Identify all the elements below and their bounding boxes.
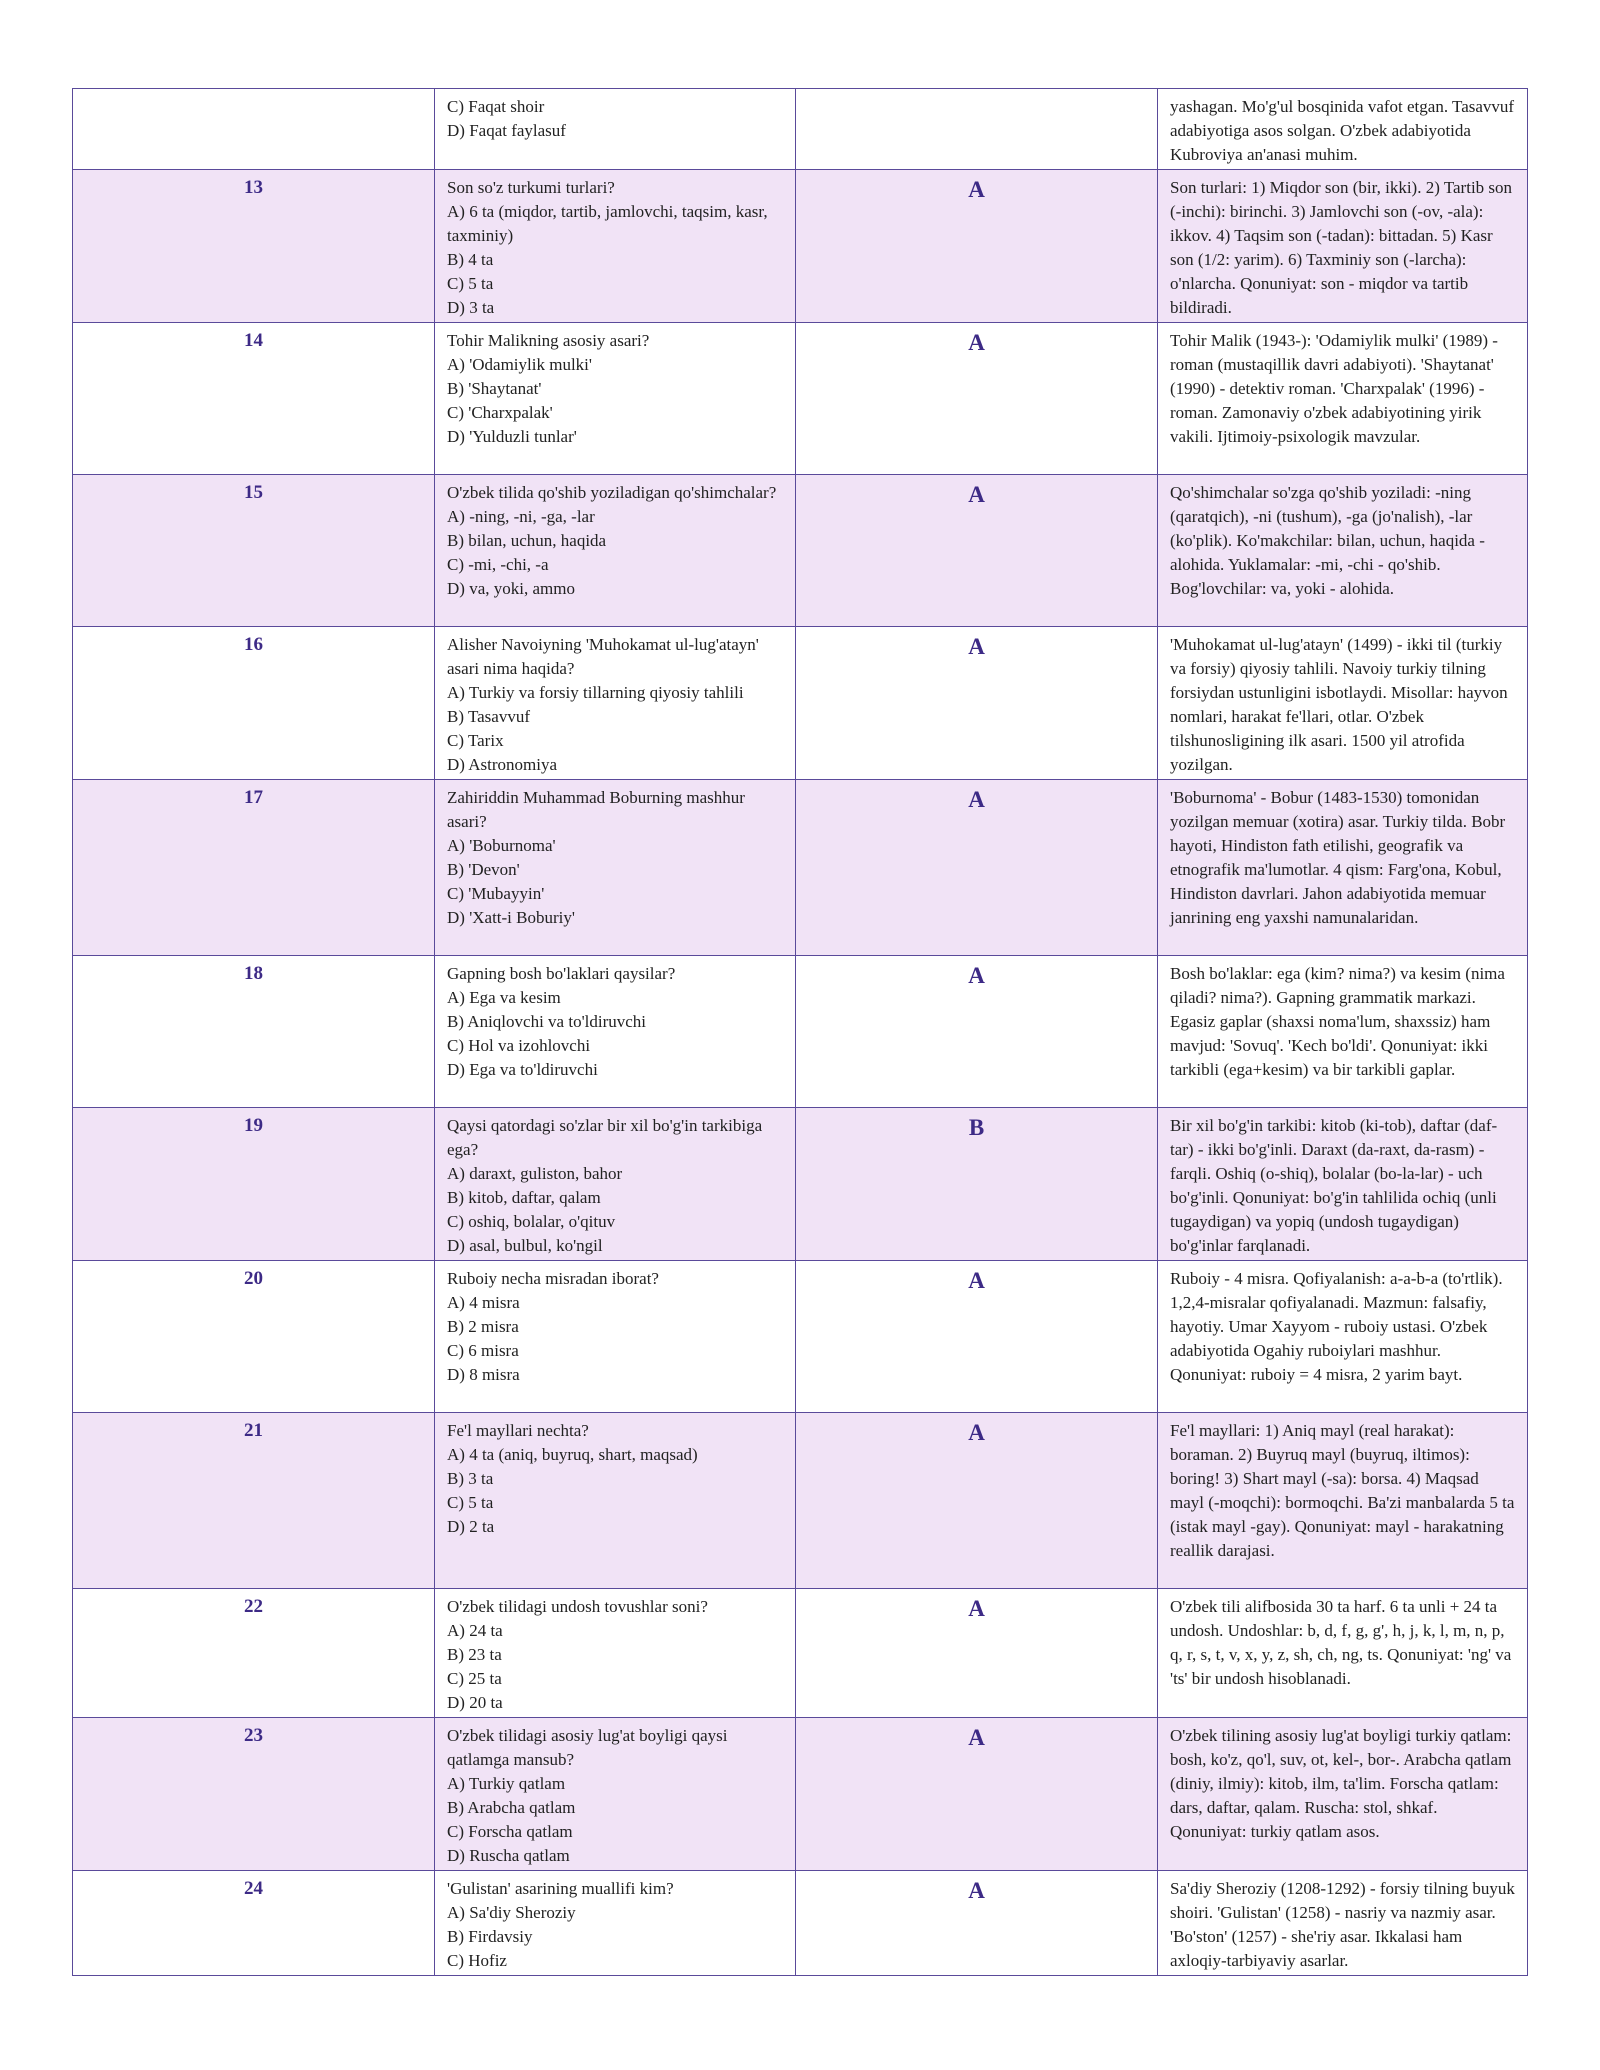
- answer-option: B) 23 ta: [447, 1645, 502, 1664]
- answer-option: D) 2 ta: [447, 1517, 495, 1536]
- explanation-cell: O'zbek tili alifbosida 30 ta harf. 6 ta unli + 24 ta undosh. Undoshlar: b, d, f, g, g', h, j, k, l, m, n, p, q, r, s, t, v, x, y, z, sh, ch, ng, ts. Qonuniyat: 'ng' va 'ts' bir undosh hisoblanadi.: [1158, 1589, 1528, 1718]
- explanation-cell: O'zbek tilining asosiy lug'at boyligi turkiy qatlam: bosh, ko'z, qo'l, suv, ot, kel-, bor-. Arabcha qatlam (diniy, ilmiy): kitob, ilm, ta'lim. Forscha qatlam: dars, daftar, qalam. Ruscha: stol, shkaf. Qonuniyat: turkiy qatlam asos.: [1158, 1718, 1528, 1871]
- question-number: 24: [73, 1871, 435, 1976]
- correct-answer: A: [796, 1718, 1158, 1871]
- table-row: [73, 1589, 1528, 1718]
- explanation-cell: Qo'shimchalar so'zga qo'shib yoziladi: -ning (qaratqich), -ni (tushum), -ga (jo'nalish), -lar (ko'plik). Ko'makchilar: bilan, uchun, haqida - alohida. Yuklamalar: -mi, -chi - qo'shib. Bog'lovchilar: va, yoki - alohida.: [1158, 475, 1528, 627]
- question-text: Ruboiy necha misradan iborat?: [447, 1269, 659, 1288]
- question-text: Alisher Navoiyning 'Muhokamat ul-lug'atayn' asari nima haqida?: [447, 635, 759, 678]
- answer-option: D) 20 ta: [447, 1693, 503, 1712]
- answer-option: C) Faqat shoir: [447, 97, 545, 116]
- question-text: 'Gulistan' asarining muallifi kim?: [447, 1879, 674, 1898]
- answer-option: D) Ruscha qatlam: [447, 1846, 570, 1865]
- answer-option: C) 6 misra: [447, 1341, 519, 1360]
- answer-option: A) 6 ta (miqdor, tartib, jamlovchi, taqsim, kasr, taxminiy): [447, 202, 768, 245]
- question-cell: [435, 1413, 796, 1589]
- question-number: 18: [73, 956, 435, 1108]
- answer-option: B) Firdavsiy: [447, 1927, 533, 1946]
- answer-option: A) Ega va kesim: [447, 988, 561, 1007]
- answer-option: C) -mi, -chi, -a: [447, 555, 549, 574]
- answer-option: B) 2 misra: [447, 1317, 519, 1336]
- question-number: 20: [73, 1261, 435, 1413]
- answer-option: A) Sa'diy Sheroziy: [447, 1903, 576, 1922]
- question-text: O'zbek tilida qo'shib yoziladigan qo'shimchalar?: [447, 483, 777, 502]
- answer-option: A) 4 ta (aniq, buyruq, shart, maqsad): [447, 1445, 698, 1464]
- question-cell: [435, 1718, 796, 1871]
- question-cell: [435, 89, 796, 170]
- table-row: [73, 627, 1528, 780]
- question-number: 14: [73, 323, 435, 475]
- answer-option: D) Astronomiya: [447, 755, 558, 774]
- answer-option: C) oshiq, bolalar, o'qituv: [447, 1212, 616, 1231]
- table-row: [73, 475, 1528, 627]
- explanation-cell: yashagan. Mo'g'ul bosqinida vafot etgan. Tasavvuf adabiyotiga asos solgan. O'zbek adabiyotida Kubroviya an'anasi muhim.: [1158, 89, 1528, 170]
- correct-answer: A: [796, 780, 1158, 956]
- answer-option: B) 'Shaytanat': [447, 379, 542, 398]
- correct-answer: A: [796, 1589, 1158, 1718]
- answer-option: B) 'Devon': [447, 860, 520, 879]
- question-text: Tohir Malikning asosiy asari?: [447, 331, 650, 350]
- answer-option: A) 24 ta: [447, 1621, 503, 1640]
- question-text: Gapning bosh bo'laklari qaysilar?: [447, 964, 676, 983]
- answer-option: B) kitob, daftar, qalam: [447, 1188, 601, 1207]
- answer-option: D) va, yoki, ammo: [447, 579, 575, 598]
- table-row: [73, 956, 1528, 1108]
- question-number: 23: [73, 1718, 435, 1871]
- correct-answer: A: [796, 475, 1158, 627]
- correct-answer: B: [796, 1108, 1158, 1261]
- answer-option: B) 3 ta: [447, 1469, 494, 1488]
- table-row: [73, 170, 1528, 323]
- table-row: [73, 1871, 1528, 1976]
- answer-option: D) Faqat faylasuf: [447, 121, 566, 140]
- explanation-cell: Tohir Malik (1943-): 'Odamiylik mulki' (1989) - roman (mustaqillik davri adabiyoti). 'Shaytanat' (1990) - detektiv roman. 'Charxpalak' (1996) - roman. Zamonaviy o'zbek adabiyotining yirik vakili. Ijtimoiy-psixologik mavzular.: [1158, 323, 1528, 475]
- question-text: O'zbek tilidagi asosiy lug'at boyligi qaysi qatlamga mansub?: [447, 1726, 728, 1769]
- table-row: [73, 1718, 1528, 1871]
- correct-answer: A: [796, 323, 1158, 475]
- correct-answer: A: [796, 956, 1158, 1108]
- answer-option: D) 8 misra: [447, 1365, 520, 1384]
- explanation-cell: Sa'diy Sheroziy (1208-1292) - forsiy tilning buyuk shoiri. 'Gulistan' (1258) - nasriy va nazmiy asar. 'Bo'ston' (1257) - she'riy asar. Ikkalasi ham axloqiy-tarbiyaviy asarlar.: [1158, 1871, 1528, 1976]
- explanation-cell: Bosh bo'laklar: ega (kim? nima?) va kesim (nima qiladi? nima?). Gapning grammatik markazi. Egasiz gaplar (shaxsi noma'lum, shaxssiz) ham mavjud: 'Sovuq'. 'Kech bo'ldi'. Qonuniyat: ikki tarkibli (ega+kesim) va bir tarkibli gaplar.: [1158, 956, 1528, 1108]
- question-cell: [435, 1871, 796, 1976]
- answer-option: B) Arabcha qatlam: [447, 1798, 576, 1817]
- explanation-cell: Son turlari: 1) Miqdor son (bir, ikki). 2) Tartib son (-inchi): birinchi. 3) Jamlovchi son (-ov, -ala): ikkov. 4) Taqsim son (-tadan): bittadan. 5) Kasr son (1/2: yarim). 6) Taxminiy son (-larcha): o'nlarcha. Qonuniyat: son - miqdor va tartib bildiradi.: [1158, 170, 1528, 323]
- question-cell: [435, 627, 796, 780]
- answer-option: A) 'Odamiylik mulki': [447, 355, 592, 374]
- explanation-cell: 'Muhokamat ul-lug'atayn' (1499) - ikki til (turkiy va forsiy) qiyosiy tahlili. Navoiy turkiy tilning forsiydan ustunligini isbotlaydi. Misollar: hayvon nomlari, harakat fe'llari, otlar. O'zbek tilshunosligining ilk asari. 1500 yil atrofida yozilgan.: [1158, 627, 1528, 780]
- question-number: 17: [73, 780, 435, 956]
- explanation-cell: Ruboiy - 4 misra. Qofiyalanish: a-a-b-a (to'rtlik). 1,2,4-misralar qofiyalanadi. Mazmun: falsafiy, hayotiy. Umar Xayyom - ruboiy ustasi. O'zbek adabiyotida Ogahiy ruboiylari mashhur. Qonuniyat: ruboiy = 4 misra, 2 yarim bayt.: [1158, 1261, 1528, 1413]
- answer-option: A) daraxt, guliston, bahor: [447, 1164, 623, 1183]
- correct-answer: A: [796, 1871, 1158, 1976]
- answer-option: C) 5 ta: [447, 274, 494, 293]
- answer-option: C) 'Charxpalak': [447, 403, 553, 422]
- answer-option: C) Forscha qatlam: [447, 1822, 573, 1841]
- answer-option: A) Turkiy qatlam: [447, 1774, 566, 1793]
- question-text: Qaysi qatordagi so'zlar bir xil bo'g'in tarkibiga ega?: [447, 1116, 763, 1159]
- question-number: 21: [73, 1413, 435, 1589]
- question-cell: [435, 1589, 796, 1718]
- question-number: 16: [73, 627, 435, 780]
- answer-option: C) Tarix: [447, 731, 504, 750]
- table-row: [73, 1413, 1528, 1589]
- table-row: [73, 323, 1528, 475]
- answer-option: A) -ning, -ni, -ga, -lar: [447, 507, 595, 526]
- answer-option: B) bilan, uchun, haqida: [447, 531, 607, 550]
- question-text: O'zbek tilidagi undosh tovushlar soni?: [447, 1597, 708, 1616]
- answer-option: C) 25 ta: [447, 1669, 502, 1688]
- explanation-cell: 'Boburnoma' - Bobur (1483-1530) tomonidan yozilgan memuar (xotira) asar. Turkiy tilda. Bobr hayoti, Hindiston fath etilishi, geografik va etnografik ma'lumotlar. 4 qism: Farg'ona, Kobul, Hindiston davrlari. Jahon adabiyotida memuar janrining eng yaxshi namunalaridan.: [1158, 780, 1528, 956]
- answer-option: C) 'Mubayyin': [447, 884, 545, 903]
- correct-answer: A: [796, 627, 1158, 780]
- answer-option: C) Hol va izohlovchi: [447, 1036, 591, 1055]
- answer-option: D) asal, bulbul, ko'ngil: [447, 1236, 603, 1255]
- questions-table: [72, 88, 1528, 1976]
- answer-option: A) 'Boburnoma': [447, 836, 556, 855]
- question-cell: [435, 1261, 796, 1413]
- question-cell: [435, 323, 796, 475]
- table-row: [73, 780, 1528, 956]
- question-cell: [435, 780, 796, 956]
- answer-option: D) 'Xatt-i Boburiy': [447, 908, 575, 927]
- question-number: 22: [73, 1589, 435, 1718]
- question-cell: [435, 1108, 796, 1261]
- answer-option: C) 5 ta: [447, 1493, 494, 1512]
- correct-answer: A: [796, 1261, 1158, 1413]
- correct-answer: [796, 89, 1158, 170]
- answer-option: D) Ega va to'ldiruvchi: [447, 1060, 598, 1079]
- answer-option: D) 'Yulduzli tunlar': [447, 427, 577, 446]
- explanation-cell: Fe'l mayllari: 1) Aniq mayl (real harakat): boraman. 2) Buyruq mayl (buyruq, iltimos): boring! 3) Shart mayl (-sa): borsa. 4) Maqsad mayl (-moqchi): bormoqchi. Ba'zi manbalarda 5 ta (istak mayl -gay). Qonuniyat: mayl - harakatning reallik darajasi.: [1158, 1413, 1528, 1589]
- answer-option: A) 4 misra: [447, 1293, 520, 1312]
- answer-option: B) Tasavvuf: [447, 707, 531, 726]
- table-row: [73, 89, 1528, 170]
- correct-answer: A: [796, 1413, 1158, 1589]
- answer-option: B) Aniqlovchi va to'ldiruvchi: [447, 1012, 647, 1031]
- question-cell: [435, 170, 796, 323]
- answer-option: B) 4 ta: [447, 250, 494, 269]
- question-number: [73, 89, 435, 170]
- answer-option: D) 3 ta: [447, 298, 495, 317]
- answer-option: A) Turkiy va forsiy tillarning qiyosiy tahlili: [447, 683, 744, 702]
- question-text: Son so'z turkumi turlari?: [447, 178, 615, 197]
- table-row: [73, 1108, 1528, 1261]
- question-text: Zahiriddin Muhammad Boburning mashhur asari?: [447, 788, 745, 831]
- explanation-cell: Bir xil bo'g'in tarkibi: kitob (ki-tob), daftar (daf-tar) - ikki bo'g'inli. Daraxt (da-raxt, da-rasm) - farqli. Oshiq (o-shiq), bolalar (bo-la-lar) - uch bo'g'inli. Qonuniyat: bo'g'in tahlilida ochiq (unli tugaydigan) va yopiq (undosh tugaydigan) bo'g'inlar farqlanadi.: [1158, 1108, 1528, 1261]
- question-text: Fe'l mayllari nechta?: [447, 1421, 589, 1440]
- answer-option: C) Hofiz: [447, 1951, 507, 1970]
- question-number: 15: [73, 475, 435, 627]
- question-cell: [435, 956, 796, 1108]
- question-number: 13: [73, 170, 435, 323]
- table-row: [73, 1261, 1528, 1413]
- correct-answer: A: [796, 170, 1158, 323]
- questions-table-body: [73, 89, 1528, 1976]
- question-cell: [435, 475, 796, 627]
- question-number: 19: [73, 1108, 435, 1261]
